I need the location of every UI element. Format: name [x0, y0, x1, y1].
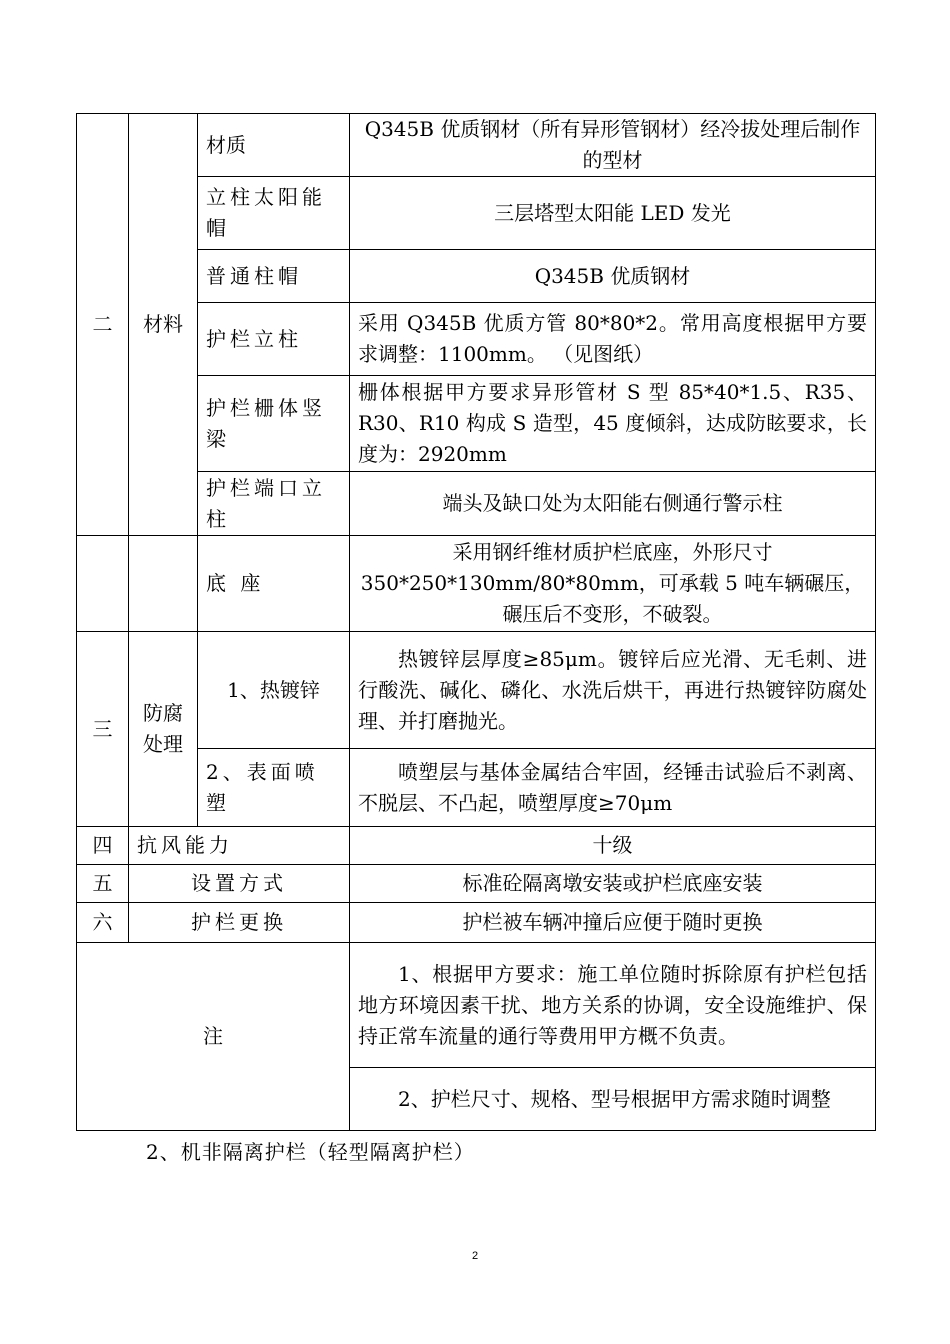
row-label: 材质	[198, 114, 350, 177]
row-label: 护栏栅体竖梁	[198, 376, 350, 472]
row-value: 热镀锌层厚度≥85μm。镀锌后应光滑、无毛刺、进行酸洗、碱化、磷化、水洗后烘干，再进行热镀锌防腐处理、并打磨抛光。	[350, 632, 876, 749]
row-value: 喷塑层与基体金属结合牢固，经锤击试验后不剥离、不脱层、不凸起，喷塑厚度≥70μm	[350, 749, 876, 827]
section-number: 二	[77, 114, 129, 536]
row-label: 抗风能力	[129, 827, 350, 865]
table-row	[77, 536, 876, 632]
section-heading: 2、机非隔离护栏（轻型隔离护栏）	[146, 1140, 475, 1164]
row-value: Q345B 优质钢材（所有异形管钢材）经冷拔处理后制作的型材	[350, 114, 876, 177]
row-label: 设置方式	[129, 865, 350, 903]
section-number: 三	[77, 632, 129, 827]
row-label: 护栏立柱	[198, 303, 350, 376]
table-row	[77, 943, 876, 1068]
note-item: 2、护栏尺寸、规格、型号根据甲方需求随时调整	[350, 1068, 876, 1131]
section-number: 四	[77, 827, 129, 865]
page-number: 2	[471, 1250, 479, 1262]
section-number: 五	[77, 865, 129, 903]
section-name: 材料	[129, 114, 198, 536]
row-value: 标准砼隔离墩安装或护栏底座安装	[350, 865, 876, 903]
row-value: 端头及缺口处为太阳能右侧通行警示柱	[350, 472, 876, 536]
row-value: 十级	[350, 827, 876, 865]
row-value: 采用钢纤维材质护栏底座，外形尺寸 350*250*130mm/80*80mm，可承载 5 吨车辆碾压，碾压后不变形，不破裂。	[350, 536, 876, 632]
row-label: 普通柱帽	[198, 250, 350, 303]
row-label: 护栏端口立柱	[198, 472, 350, 536]
row-value: Q345B 优质钢材	[350, 250, 876, 303]
row-label: 护栏更换	[129, 903, 350, 943]
table-row	[77, 903, 876, 943]
table-row	[77, 632, 876, 749]
note-item: 1、根据甲方要求：施工单位随时拆除原有护栏包括地方环境因素干扰、地方关系的协调，安全设施维护、保持正常车流量的通行等费用甲方概不负责。	[350, 943, 876, 1068]
row-label: 2、表面喷塑	[198, 749, 350, 827]
row-label: 底 座	[198, 536, 350, 632]
row-label: 立柱太阳能帽	[198, 177, 350, 250]
row-value: 护栏被车辆冲撞后应便于随时更换	[350, 903, 876, 943]
spec-table	[76, 113, 876, 1131]
row-label: 1、热镀锌	[198, 632, 350, 749]
section-number: 六	[77, 903, 129, 943]
row-value: 三层塔型太阳能 LED 发光	[350, 177, 876, 250]
row-value: 栅体根据甲方要求异形管材 S 型 85*40*1.5、R35、R30、R10 构成 S 造型，45 度倾斜，达成防眩要求，长度为：2920mm	[350, 376, 876, 472]
note-label: 注	[77, 943, 350, 1131]
table-row	[77, 114, 876, 177]
section-name: 防腐处理	[129, 632, 198, 827]
row-value: 采用 Q345B 优质方管 80*80*2。常用高度根据甲方要求调整：1100mm。 （见图纸）	[350, 303, 876, 376]
table-row	[77, 865, 876, 903]
table-row	[77, 827, 876, 865]
